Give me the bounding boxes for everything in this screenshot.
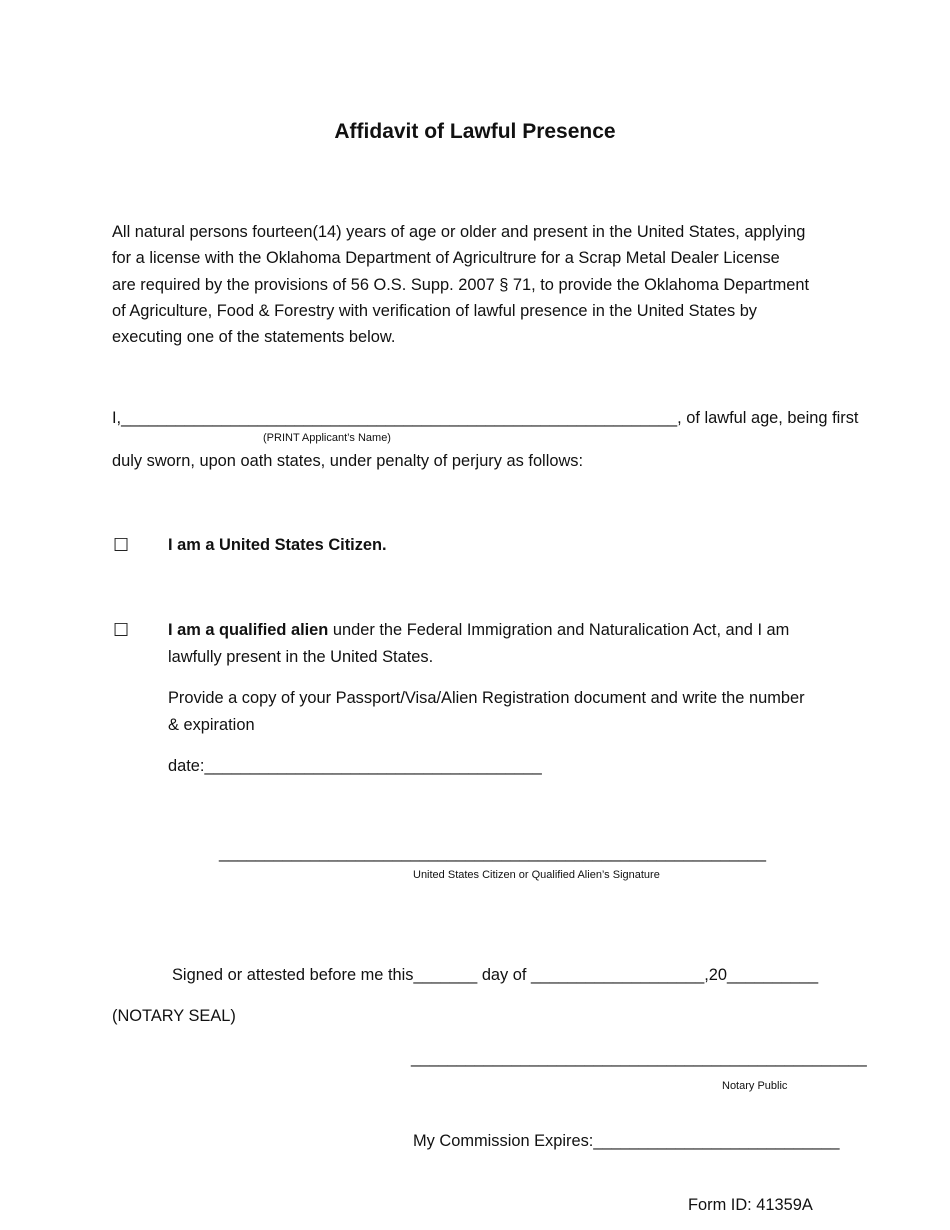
alien-option-rest: under the Federal Immigration and Naturalication Act, and I am bbox=[328, 621, 790, 639]
alien-option-line2: lawfully present in the United States. bbox=[168, 648, 434, 666]
signature-field[interactable]: ____________________________________________________________ bbox=[219, 844, 766, 862]
intro-line: are required by the provisions of 56 O.S. Supp. 2007 § 71, to provide the Oklahoma Department bbox=[112, 275, 810, 294]
alien-checkbox[interactable]: ☐ bbox=[113, 620, 130, 641]
notary-public-caption: Notary Public bbox=[722, 1080, 788, 1092]
citizen-option-label: I am a United States Citizen. bbox=[168, 536, 387, 554]
attestation-field[interactable]: Signed or attested before me this_______ day of ___________________,20__________ bbox=[172, 966, 819, 984]
expiration-date-field[interactable]: date:_____________________________________ bbox=[168, 757, 542, 775]
intro-paragraph bbox=[112, 219, 842, 350]
alien-option-bold: I am a qualified alien bbox=[168, 621, 329, 639]
alien-option-label bbox=[168, 621, 789, 640]
applicant-name-field[interactable]: I,_____________________________________________________________, of lawful age, being first bbox=[112, 409, 859, 427]
form-id: Form ID: 41359A bbox=[688, 1196, 813, 1214]
notary-seal-label: (NOTARY SEAL) bbox=[112, 1007, 236, 1025]
signature-caption: United States Citizen or Qualified Alien’s Signature bbox=[413, 869, 660, 881]
intro-line: All natural persons fourteen(14) years of age or older and present in the United States, applying bbox=[112, 223, 806, 241]
document-instruction: Provide a copy of your Passport/Visa/Alien Registration document and write the number bbox=[168, 689, 805, 707]
intro-line: for a license with the Oklahoma Department of Agricultrure for a Scrap Metal Dealer License bbox=[112, 249, 780, 268]
intro-line: executing one of the statements below. bbox=[112, 328, 396, 347]
intro-line: of Agriculture, Food & Forestry with verification of lawful presence in the United States by bbox=[112, 301, 758, 320]
notary-signature-field[interactable]: __________________________________________________ bbox=[411, 1049, 867, 1067]
citizen-checkbox[interactable]: ☐ bbox=[113, 535, 130, 556]
commission-expires-field[interactable]: My Commission Expires:___________________________ bbox=[413, 1132, 840, 1150]
document-instruction-line2: & expiration bbox=[168, 716, 255, 734]
oath-statement: duly sworn, upon oath states, under penalty of perjury as follows: bbox=[112, 452, 584, 470]
applicant-name-caption: (PRINT Applicant’s Name) bbox=[263, 432, 391, 444]
page-title: Affidavit of Lawful Presence bbox=[334, 120, 616, 143]
